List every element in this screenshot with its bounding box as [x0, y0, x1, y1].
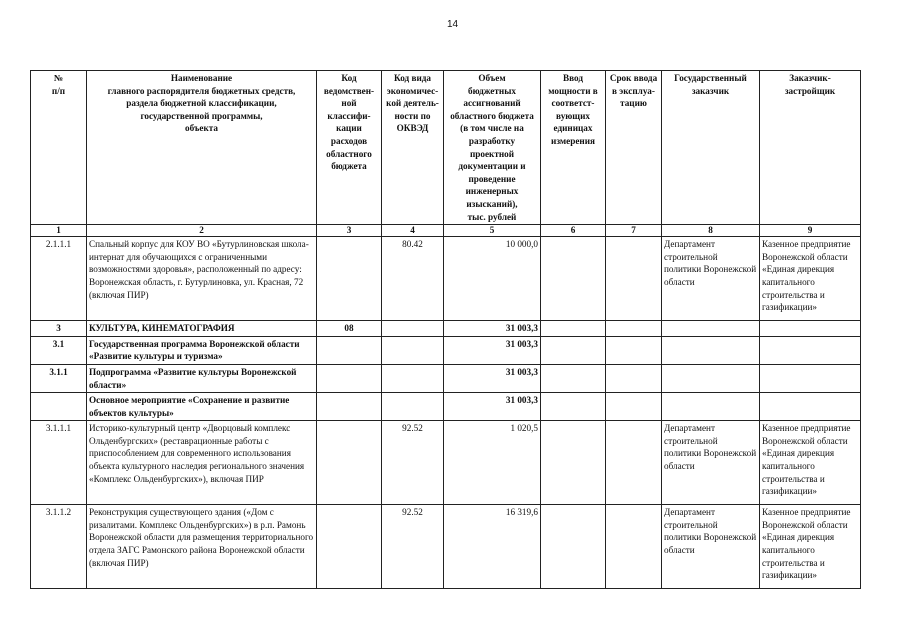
cell-term	[606, 336, 662, 364]
cell-term	[606, 505, 662, 589]
cell-term	[606, 421, 662, 505]
cell-okved	[382, 336, 444, 364]
table-row	[31, 237, 861, 321]
table-row	[31, 505, 861, 589]
column-number-row	[31, 225, 861, 237]
table-row	[31, 336, 861, 364]
cell-name: Историко-культурный центр «Дворцовый комплекс Ольденбургских» (реставрационные работы с приспособлением для современного использования объекта культурного наследия регионального значения «Комплекс Ольденбургских»), включая ПИР	[87, 421, 317, 505]
header-cell: Объем бюджетных ассигнований областного бюджета (в том числе на разработку проектной документации и проведение инженерных изысканий), тыс. рублей	[444, 71, 541, 225]
column-number: 6	[541, 225, 606, 237]
cell-capacity	[541, 421, 606, 505]
column-number: 9	[760, 225, 861, 237]
cell-code-dept	[317, 364, 382, 392]
table-row	[31, 393, 861, 421]
header-cell: Срок ввода в эксплуа- тацию	[606, 71, 662, 225]
cell-code-dept	[317, 237, 382, 321]
cell-code-dept	[317, 505, 382, 589]
column-number: 5	[444, 225, 541, 237]
cell-amount: 31 003,3	[444, 336, 541, 364]
cell-customer	[662, 321, 760, 337]
cell-name: Основное мероприятие «Сохранение и развитие объектов культуры»	[87, 393, 317, 421]
cell-okved: 92.52	[382, 421, 444, 505]
header-cell: Заказчик- застройщик	[760, 71, 861, 225]
cell-code-dept	[317, 421, 382, 505]
cell-capacity	[541, 393, 606, 421]
cell-term	[606, 364, 662, 392]
cell-term	[606, 321, 662, 337]
table-row	[31, 364, 861, 392]
cell-num	[31, 393, 87, 421]
cell-num: 2.1.1.1	[31, 237, 87, 321]
cell-num: 3.1.1.1	[31, 421, 87, 505]
cell-amount: 1 020,5	[444, 421, 541, 505]
column-number: 4	[382, 225, 444, 237]
cell-num: 3.1.1.2	[31, 505, 87, 589]
header-cell: Наименование главного распорядителя бюджетных средств, раздела бюджетной классификации, государственной программы, объекта	[87, 71, 317, 225]
cell-customer	[662, 364, 760, 392]
cell-customer: Департамент строительной политики Воронежской области	[662, 421, 760, 505]
cell-customer	[662, 393, 760, 421]
cell-code-dept	[317, 336, 382, 364]
header-cell: Ввод мощности в соответст- вующих единицах измерения	[541, 71, 606, 225]
cell-customer: Департамент строительной политики Воронежской области	[662, 505, 760, 589]
table-body	[31, 237, 861, 589]
column-number: 2	[87, 225, 317, 237]
header-cell: Код вида экономичес- кой деятель- ности по ОКВЭД	[382, 71, 444, 225]
table-row	[31, 421, 861, 505]
cell-capacity	[541, 505, 606, 589]
cell-capacity	[541, 364, 606, 392]
cell-name: Подпрограмма «Развитие культуры Воронежской области»	[87, 364, 317, 392]
cell-okved: 92.52	[382, 505, 444, 589]
cell-okved	[382, 321, 444, 337]
cell-okved	[382, 393, 444, 421]
cell-amount: 31 003,3	[444, 364, 541, 392]
cell-num: 3.1.1	[31, 364, 87, 392]
cell-amount: 16 319,6	[444, 505, 541, 589]
cell-name: Государственная программа Воронежской области «Развитие культуры и туризма»	[87, 336, 317, 364]
cell-customer	[662, 336, 760, 364]
cell-developer: Казенное предприятие Воронежской области «Единая дирекция капитального строительства и газификации»	[760, 237, 861, 321]
cell-developer: Казенное предприятие Воронежской области «Единая дирекция капитального строительства и газификации»	[760, 421, 861, 505]
header-cell: № п/п	[31, 71, 87, 225]
header-cell: Государственный заказчик	[662, 71, 760, 225]
cell-developer	[760, 336, 861, 364]
cell-term	[606, 393, 662, 421]
column-number: 7	[606, 225, 662, 237]
column-number: 8	[662, 225, 760, 237]
cell-term	[606, 237, 662, 321]
header-cell: Код ведомствен- ной классифи- кации расходов областного бюджета	[317, 71, 382, 225]
cell-capacity	[541, 321, 606, 337]
table-row	[31, 321, 861, 337]
header-row	[31, 71, 861, 225]
cell-code-dept	[317, 393, 382, 421]
page-number: 14	[446, 19, 459, 30]
cell-capacity	[541, 237, 606, 321]
cell-name: Спальный корпус для КОУ ВО «Бутурлиновская школа-интернат для обучающихся с ограниченными возможностями здоровья», расположенный по адресу: Воронежская область, г. Бутурлиновка, ул. Красная, 72 (включая ПИР)	[87, 237, 317, 321]
cell-developer	[760, 393, 861, 421]
cell-name: КУЛЬТУРА, КИНЕМАТОГРАФИЯ	[87, 321, 317, 337]
cell-developer: Казенное предприятие Воронежской области «Единая дирекция капитального строительства и газификации»	[760, 505, 861, 589]
cell-amount: 10 000,0	[444, 237, 541, 321]
cell-developer	[760, 321, 861, 337]
budget-allocation-table	[30, 70, 861, 589]
cell-amount: 31 003,3	[444, 321, 541, 337]
cell-name: Реконструкция существующего здания («Дом с ризалитами. Комплекс Ольденбургских») в р.п. Рамонь Воронежской области для размещения территориального отдела ЗАГС Рамонского района Воронежской области (включая ПИР)	[87, 505, 317, 589]
cell-num: 3.1	[31, 336, 87, 364]
cell-developer	[760, 364, 861, 392]
column-number: 1	[31, 225, 87, 237]
cell-amount: 31 003,3	[444, 393, 541, 421]
cell-okved: 80.42	[382, 237, 444, 321]
column-number: 3	[317, 225, 382, 237]
cell-code-dept: 08	[317, 321, 382, 337]
cell-okved	[382, 364, 444, 392]
cell-num: 3	[31, 321, 87, 337]
cell-customer: Департамент строительной политики Воронежской области	[662, 237, 760, 321]
cell-capacity	[541, 336, 606, 364]
